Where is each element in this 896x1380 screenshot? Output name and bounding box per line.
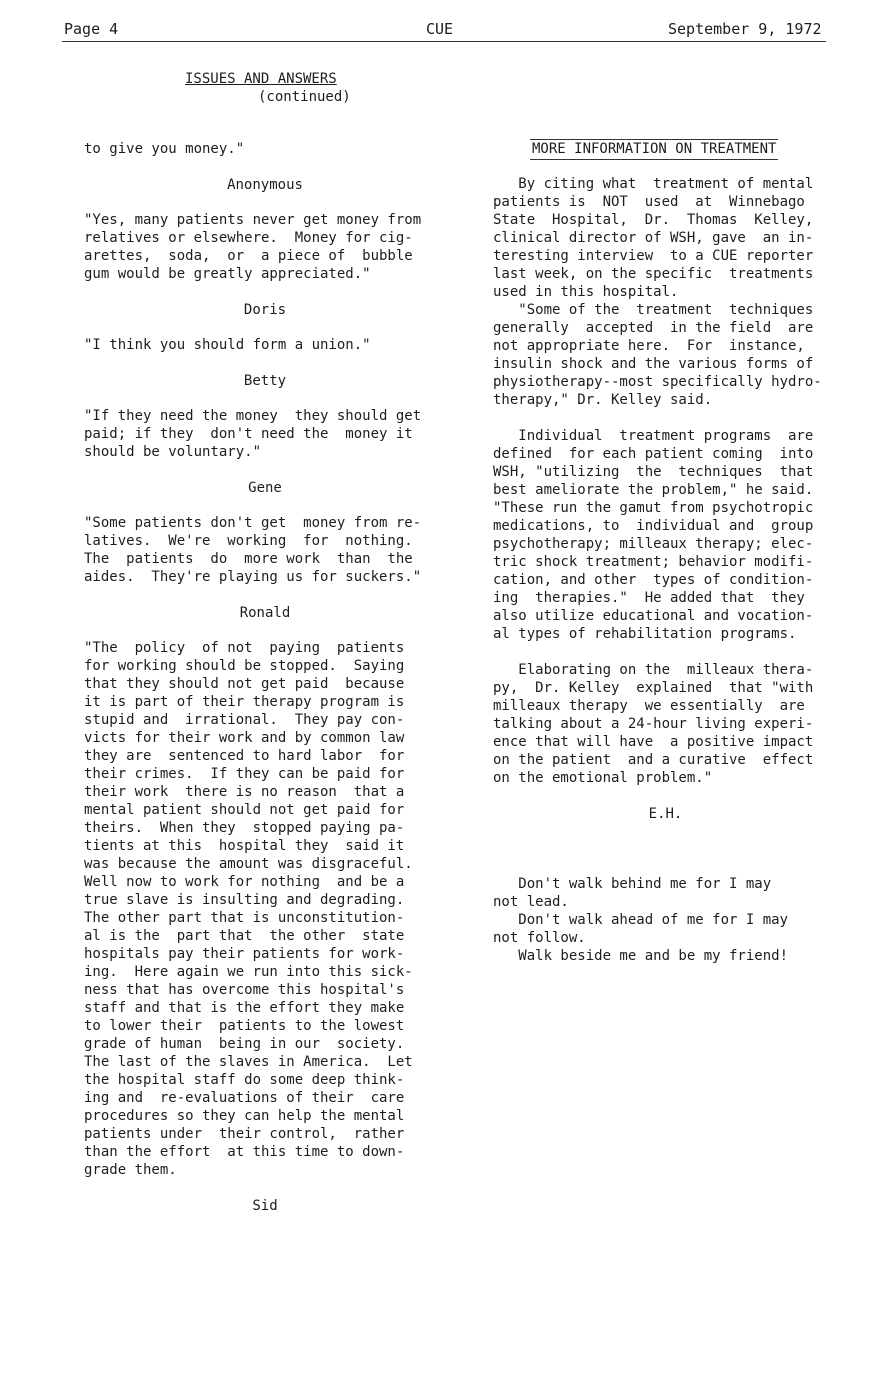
text-line: "Some patients don't get money from re-	[84, 515, 422, 531]
text-line: ing. Here again we run into this sick-	[84, 964, 413, 980]
text-line: patients under their control, rather	[84, 1126, 405, 1142]
text-line: py, Dr. Kelley explained that "with	[493, 680, 814, 696]
text-line: grade of human being in our society.	[84, 1036, 405, 1052]
paragraph	[84, 407, 446, 461]
poem-line: Don't walk behind me for I may	[493, 876, 772, 892]
text-line: WSH, "utilizing the techniques that	[493, 464, 814, 480]
text-line: teresting interview to a CUE reporter	[493, 248, 814, 264]
text-line: that they should not get paid because	[84, 676, 405, 692]
text-line: it is part of their therapy program is	[84, 694, 405, 710]
left-article-title: ISSUES AND ANSWERS	[185, 71, 337, 87]
text-line: "The policy of not paying patients	[84, 640, 405, 656]
signature: E.H.	[648, 806, 683, 822]
publication-name: CUE	[426, 20, 454, 38]
text-line: their crimes. If they can be paid for	[84, 766, 405, 782]
right-title-block	[530, 138, 778, 160]
paragraph	[84, 336, 446, 354]
text-line: theirs. When they stopped paying pa-	[84, 820, 405, 836]
text-line: on the patient and a curative effect	[493, 752, 814, 768]
text-line: relatives or elsewhere. Money for cig-	[84, 230, 413, 246]
text-line: "Some of the treatment techniques	[493, 302, 814, 318]
signature: Ronald	[239, 605, 291, 621]
signature: Sid	[252, 1198, 278, 1214]
paragraph	[84, 140, 446, 158]
poem-line: Don't walk ahead of me for I may	[493, 912, 789, 928]
header-rule	[62, 41, 826, 42]
signature: Anonymous	[227, 177, 303, 193]
text-line: "These run the gamut from psychotropic	[493, 500, 814, 516]
paragraph	[84, 211, 446, 283]
text-line: "Yes, many patients never get money from	[84, 212, 422, 228]
poem-line: not follow.	[493, 930, 586, 946]
page-number: Page 4	[64, 20, 119, 38]
text-line: was because the amount was disgraceful.	[84, 856, 413, 872]
text-line: al is the part that the other state	[84, 928, 405, 944]
text-line: psychotherapy; milleaux therapy; elec-	[493, 536, 814, 552]
text-line: latives. We're working for nothing.	[84, 533, 413, 549]
text-line: insulin shock and the various forms of	[493, 356, 814, 372]
text-line: not appropriate here. For instance,	[493, 338, 805, 354]
left-title-block	[150, 70, 380, 106]
text-line: grade them.	[84, 1162, 177, 1178]
paragraph	[84, 639, 446, 1179]
text-line: talking about a 24-hour living experi-	[493, 716, 814, 732]
text-line: By citing what treatment of mental	[493, 176, 814, 192]
text-line: The last of the slaves in America. Let	[84, 1054, 413, 1070]
text-line: victs for their work and by common law	[84, 730, 405, 746]
text-line: tients at this hospital they said it	[84, 838, 405, 854]
text-line: gum would be greatly appreciated."	[84, 266, 371, 282]
text-line: tric shock treatment; behavior modifi-	[493, 554, 814, 570]
text-line: to lower their patients to the lowest	[84, 1018, 405, 1034]
text-line: should be voluntary."	[84, 444, 262, 460]
text-line: ing and re-evaluations of their care	[84, 1090, 405, 1106]
text-line: arettes, soda, or a piece of bubble	[84, 248, 413, 264]
text-line: al types of rehabilitation programs.	[493, 626, 797, 642]
text-line: therapy," Dr. Kelley said.	[493, 392, 713, 408]
text-line: defined for each patient coming into	[493, 446, 814, 462]
signature: Doris	[243, 302, 287, 318]
text-line: ness that has overcome this hospital's	[84, 982, 405, 998]
text-line: The other part that is unconstitution-	[84, 910, 405, 926]
text-line: paid; if they don't need the money it	[84, 426, 413, 442]
right-column	[493, 175, 838, 823]
text-line: to give you money."	[84, 141, 245, 157]
text-line: patients is NOT used at Winnebago	[493, 194, 805, 210]
text-line: than the effort at this time to down-	[84, 1144, 405, 1160]
text-line: ence that will have a positive impact	[493, 734, 814, 750]
text-line: stupid and irrational. They pay con-	[84, 712, 405, 728]
poem	[493, 875, 838, 965]
text-line: aides. They're playing us for suckers."	[84, 569, 422, 585]
text-line: State Hospital, Dr. Thomas Kelley,	[493, 212, 814, 228]
paragraph	[84, 514, 446, 586]
text-line: for working should be stopped. Saying	[84, 658, 405, 674]
text-line: Well now to work for nothing and be a	[84, 874, 405, 890]
text-line: they are sentenced to hard labor for	[84, 748, 405, 764]
text-line: hospitals pay their patients for work-	[84, 946, 405, 962]
signature: Betty	[243, 373, 287, 389]
text-line: on the emotional problem."	[493, 770, 713, 786]
text-line: The patients do more work than the	[84, 551, 413, 567]
paragraph	[493, 175, 838, 409]
paragraph	[493, 661, 838, 787]
text-line: "I think you should form a union."	[84, 337, 371, 353]
left-column	[84, 140, 446, 1232]
signature: Gene	[248, 480, 282, 496]
issue-date: September 9, 1972	[668, 20, 822, 38]
text-line: ing therapies." He added that they	[493, 590, 805, 606]
text-line: Elaborating on the milleaux thera-	[493, 662, 814, 678]
text-line: staff and that is the effort they make	[84, 1000, 405, 1016]
text-line: generally accepted in the field are	[493, 320, 814, 336]
text-line: Individual treatment programs are	[493, 428, 814, 444]
text-line: also utilize educational and vocation-	[493, 608, 814, 624]
text-line: "If they need the money they should get	[84, 408, 422, 424]
text-line: cation, and other types of condition-	[493, 572, 814, 588]
text-line: physiotherapy--most specifically hydro-	[493, 374, 822, 390]
text-line: medications, to individual and group	[493, 518, 814, 534]
paragraph	[493, 427, 838, 643]
text-line: procedures so they can help the mental	[84, 1108, 405, 1124]
text-line: the hospital staff do some deep think-	[84, 1072, 405, 1088]
right-article-title: MORE INFORMATION ON TREATMENT	[530, 139, 778, 160]
text-line: true slave is insulting and degrading.	[84, 892, 405, 908]
text-line: used in this hospital.	[493, 284, 679, 300]
poem-line: Walk beside me and be my friend!	[493, 948, 789, 964]
text-line: milleaux therapy we essentially are	[493, 698, 805, 714]
left-article-subtitle: (continued)	[258, 89, 351, 105]
text-line: mental patient should not get paid for	[84, 802, 405, 818]
text-line: clinical director of WSH, gave an in-	[493, 230, 814, 246]
text-line: last week, on the specific treatments	[493, 266, 814, 282]
text-line: their work there is no reason that a	[84, 784, 405, 800]
poem-line: not lead.	[493, 894, 569, 910]
text-line: best ameliorate the problem," he said.	[493, 482, 814, 498]
